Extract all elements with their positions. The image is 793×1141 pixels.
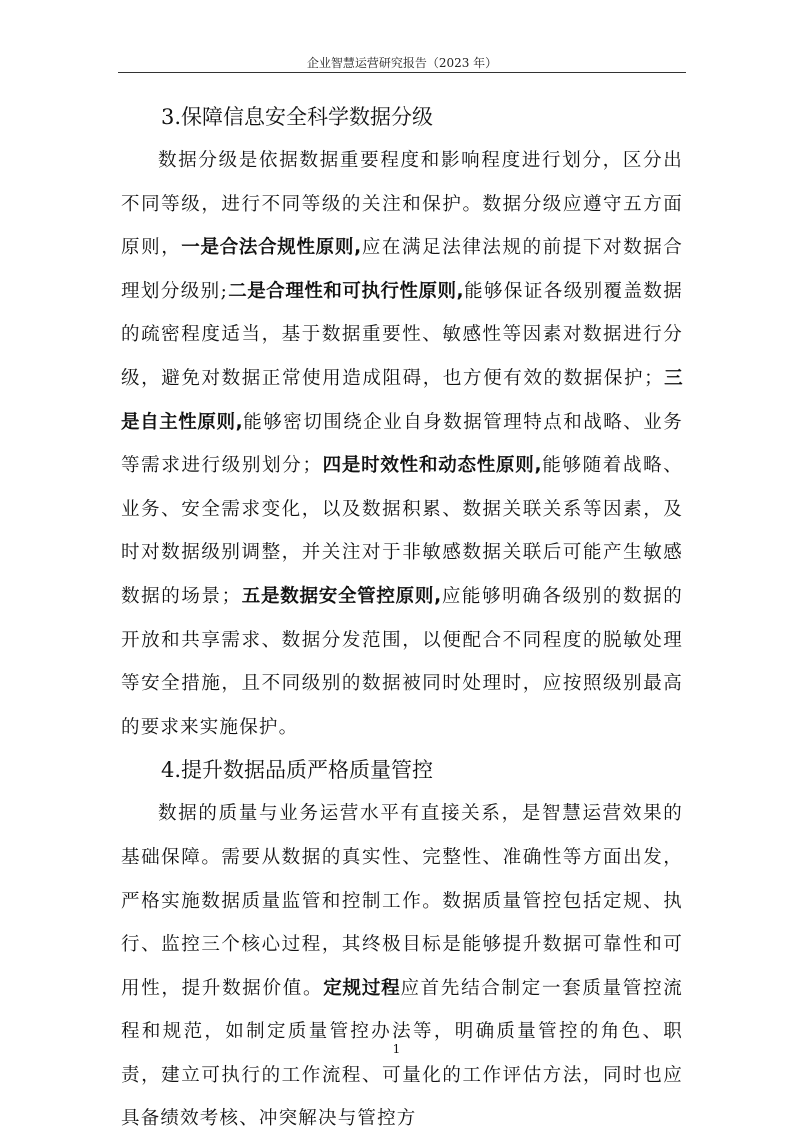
- bold-principle-text: 四是时效性和动态性原则,: [322, 455, 542, 477]
- paragraph-text: 能够随着战略、业务、安全需求变化，以及数据积累、数据关联关系等因素，及时对数据级别调整，并关注对于非敏感数据关联后可能产生敏感数据的场景；: [121, 455, 683, 607]
- bold-principle-text: 五是数据安全管控原则,: [241, 585, 442, 607]
- paragraph-text: 数据分级是依据数据重要程度和影响程度进行划分，区分出不同等级，进行不同等级的关注和保护。数据分级应遵守五方面原则，: [121, 150, 683, 259]
- page-number: 1: [392, 1042, 401, 1056]
- paragraph-text: 应在满足法律法规的前提下对数据合理划分级别;: [121, 237, 683, 302]
- section-4-heading: 4.提升数据品质严格质量管控: [161, 758, 434, 783]
- paragraph-text: 能够密切围绕企业自身数据管理特点和战略、业务等需求进行级别划分；: [121, 411, 683, 477]
- paragraph-text: 应能够明确各级别的数据的开放和共享需求、数据分发范围，以便配合不同程度的脱敏处理等安全措施，且不同级别的数据被同时处理时，应按照级别最高的要求来实施保护。: [121, 585, 683, 738]
- header-rule: [118, 72, 686, 73]
- document-body: [121, 96, 683, 1141]
- paragraph-text: 应首先结合制定一套质量管控流程和规范，如制定质量管控办法等，明确质量管控的角色、职责，建立可执行的工作流程、可量化的工作评估方法，同时也应具备绩效考核、冲突解决与管控方: [121, 977, 683, 1130]
- bold-principle-text: 一是合法合规性原则,: [181, 237, 362, 259]
- section-3-heading: 3.保障信息安全科学数据分级: [161, 105, 434, 129]
- bold-principle-text: 定规过程: [323, 977, 401, 999]
- bold-principle-text: 三是自主性原则,: [121, 367, 683, 433]
- paragraph-text: 能够保证各级别覆盖数据的疏密程度适当，基于数据重要性、敏感性等因素对数据进行分级，避免对数据正常使用造成阻碍，也方便有效的数据保护；: [121, 280, 683, 389]
- section-4-paragraph: [121, 792, 683, 1141]
- section-3-paragraph: [121, 139, 683, 749]
- running-header: 企业智慧运营研究报告（2023 年）: [306, 56, 498, 70]
- bold-principle-text: 二是合理性和可执行性原则,: [228, 280, 464, 302]
- paragraph-text: 数据的质量与业务运营水平有直接关系，是智慧运营效果的基础保障。需要从数据的真实性、完整性、准确性等方面出发，严格实施数据质量监管和控制工作。数据质量管控包括定规、执行、监控三个核心过程，其终极目标是能够提升数据可靠性和可用性，提升数据价值。: [121, 803, 683, 999]
